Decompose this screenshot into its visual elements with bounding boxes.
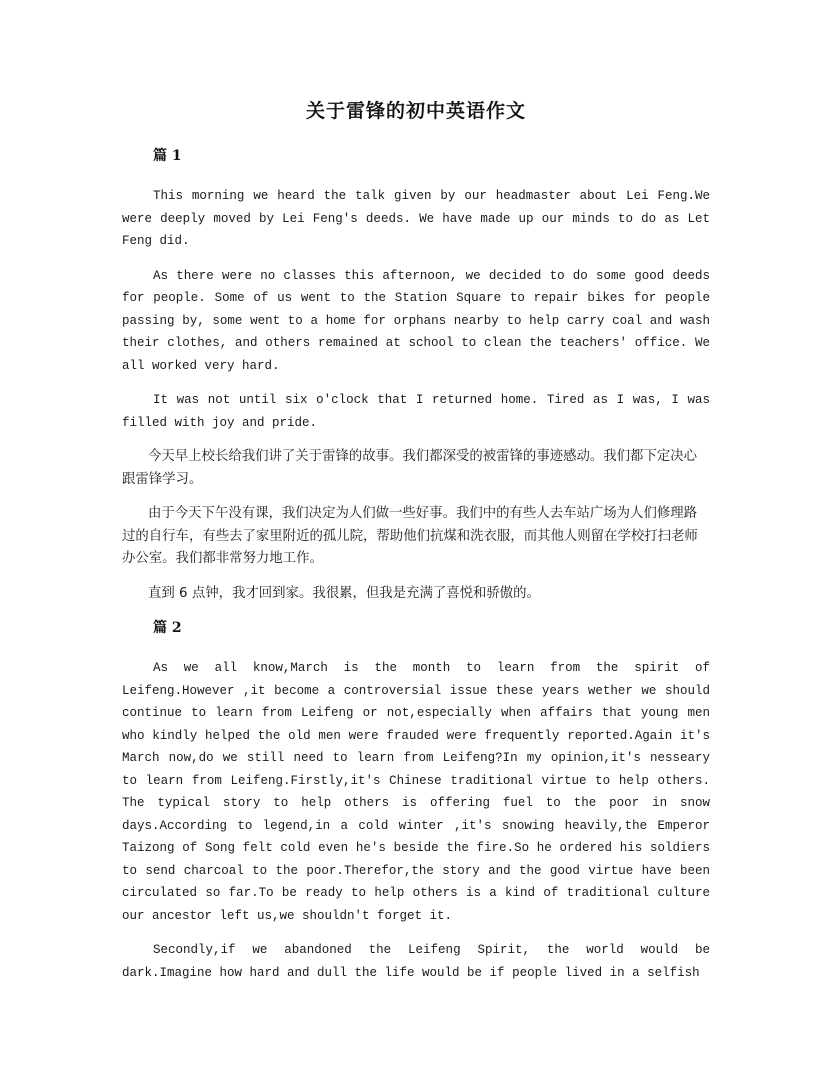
- paragraph-en: Secondly,if we abandoned the Leifeng Spirit, the world would be dark.Imagine how hard and dull the life would be if people lived in a selfish: [122, 943, 710, 980]
- paragraph-zh: 由于今天下午没有课，我们决定为人们做一些好事。我们中的有些人去车站广场为人们修理路过的自行车，有些去了家里附近的孤儿院，帮助他们抗煤和洗衣服，而其他人则留在学校打扫老师办公室。我们都非常努力地工作。: [122, 506, 698, 566]
- section-heading-1: 篇 1: [153, 148, 182, 164]
- paragraph-en: As there were no classes this afternoon, we decided to do some good deeds for people. Some of us went to the Station Square to repair bikes for people passing by, some went to a home for orphans nearby to help carry coal and wash their clothes, and others remained at school to clean the teachers' office. We all worked very hard.: [122, 268, 710, 373]
- document-title: 关于雷锋的初中英语作文: [305, 100, 526, 122]
- paragraph-en: It was not until six o'clock that I returned home. Tired as I was, I was filled with joy and pride.: [122, 393, 710, 430]
- section-heading-2: 篇 2: [153, 620, 182, 636]
- document-page: [122, 96, 710, 996]
- paragraph-zh: 直到 6 点钟，我才回到家。我很累，但我是充满了喜悦和骄傲的。: [148, 585, 540, 601]
- paragraph-en: As we all know,March is the month to learn from the spirit of Leifeng.However ,it become a controversial issue these years wether we should continue to learn from Leifeng or not,especially when affairs that young men who kindly helped the old men were frauded were frequently reported.Again it's March now,do we still need to learn from Leifeng?In my opinion,it's nesseary to learn from Leifeng.Firstly,it's Chinese traditional virtue to help others. The typical story to help others is offering fuel to the poor in snow days.According to legend,in a cold winter ,it's snowing heavily,the Emperor Taizong of Song felt cold even he's beside the fire.So he ordered his soldiers to send charcoal to the poor.Therefor,the story and the good virtue have been circulated so far.To be ready to help others is a kind of traditional culture our ancestor left us,we shouldn't forget it.: [122, 661, 710, 923]
- paragraph-en: This morning we heard the talk given by our headmaster about Lei Feng.We were deeply moved by Lei Feng's deeds. We have made up our minds to do as Let Feng did.: [122, 189, 710, 248]
- paragraph-zh: 今天早上校长给我们讲了关于雷锋的故事。我们都深受的被雷锋的事迹感动。我们都下定决心跟雷锋学习。: [122, 449, 698, 487]
